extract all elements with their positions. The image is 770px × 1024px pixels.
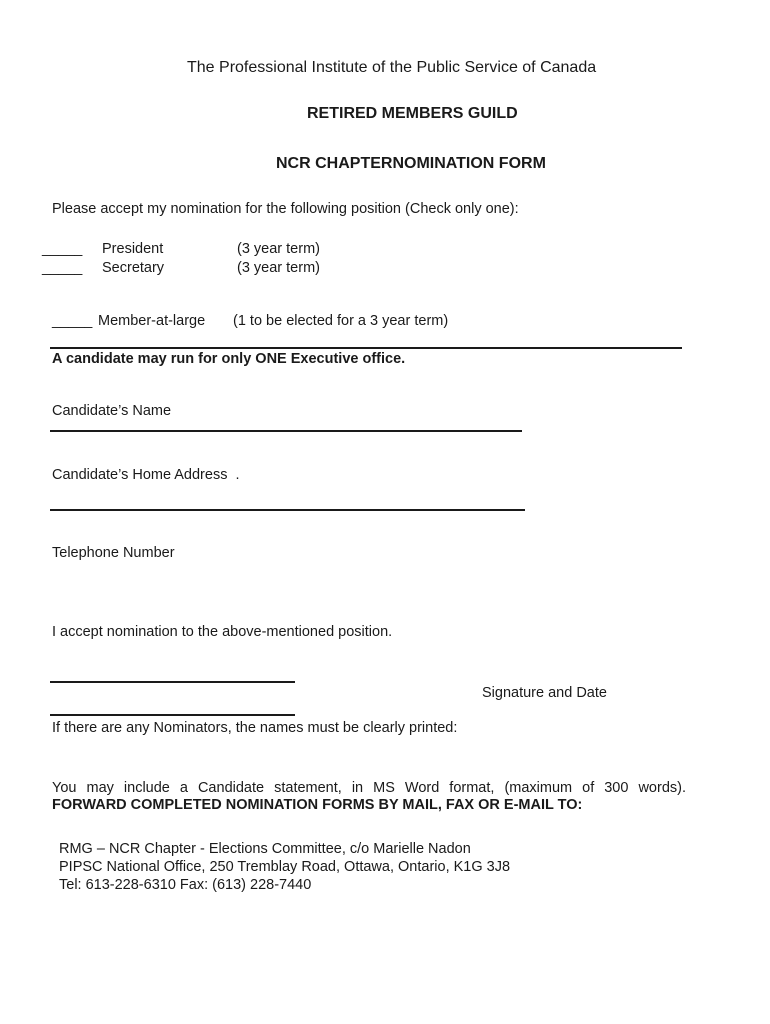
address-line-1: RMG – NCR Chapter - Elections Committee, c/o Marielle Nadon [59,841,471,857]
member-at-large-blank[interactable]: _____ [52,313,93,329]
acceptance-text: I accept nomination to the above-mentioned position. [52,624,393,640]
forward-text: FORWARD COMPLETED NOMINATION FORMS BY MAIL, FAX OR E-MAIL TO: [52,797,583,813]
intro-text: Please accept my nomination for the following position (Check only one): [52,201,519,217]
president-blank[interactable]: _____ [42,241,83,257]
telephone-label: Telephone Number [52,545,175,561]
home-address-label [52,467,240,483]
date-line[interactable] [50,714,295,716]
candidate-name-line[interactable] [50,430,522,432]
form-title: NCR CHAPTERNOMINATION FORM [276,155,546,172]
president-label: President [102,241,164,257]
org-title: The Professional Institute of the Public Service of Canada [187,59,597,76]
guild-title: RETIRED MEMBERS GUILD [307,105,518,122]
member-at-large-label: Member-at-large [98,313,206,329]
secretary-term: (3 year term) [237,260,320,276]
member-at-large-term: (1 to be elected for a 3 year term) [233,313,449,329]
address-line-3: Tel: 613-228-6310 Fax: (613) 228-7440 [59,877,312,893]
signature-line[interactable] [50,681,295,683]
home-address-text: Candidate’s Home Address [52,467,228,483]
address-line-2: PIPSC National Office, 250 Tremblay Road, Ottawa, Ontario, K1G 3J8 [59,859,511,875]
secretary-blank[interactable]: _____ [42,260,83,276]
president-term: (3 year term) [237,241,320,257]
signature-label: Signature and Date [482,685,607,701]
secretary-label: Secretary [102,260,165,276]
section-divider [50,347,682,349]
statement-text: You may include a Candidate statement, in MS Word format, (maximum of 300 words). [52,780,686,796]
home-address-dot: . [235,467,240,483]
notice-text: A candidate may run for only ONE Executive office. [52,351,406,367]
candidate-name-label: Candidate’s Name [52,403,172,419]
nominators-text: If there are any Nominators, the names must be clearly printed: [52,720,458,736]
home-address-line[interactable] [50,509,525,511]
